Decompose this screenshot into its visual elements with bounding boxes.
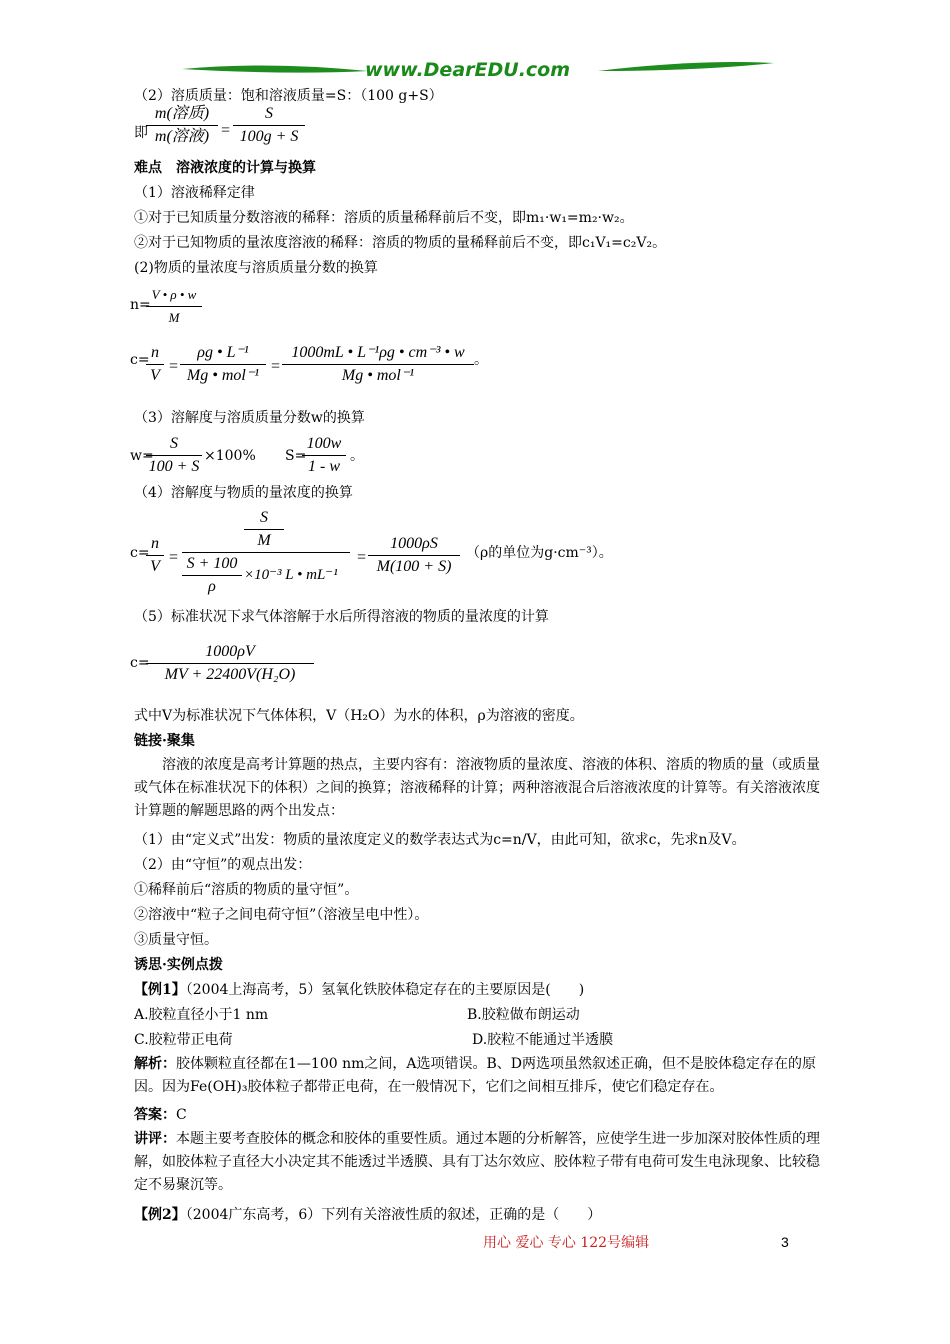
text-line: （2）溶质质量：饱和溶液质量=S：（100 g+S）: [134, 88, 443, 104]
page-number: 3: [781, 1234, 789, 1250]
formula-prefix: n=: [130, 297, 151, 313]
equals-sign: =: [168, 358, 179, 375]
text-line: （2）由“守恒”的观点出发：: [134, 857, 312, 873]
fraction-n: [146, 285, 202, 328]
denominator: MV + 22400V(H₂O): [164, 666, 296, 683]
fraction-c4-result: [368, 534, 460, 577]
fraction-c-nv: [146, 534, 164, 577]
main-fraction-bar: [182, 552, 350, 553]
fraction-S-over-M: [244, 508, 284, 551]
option-d: D.胶粒不能通过半透膜: [472, 1032, 614, 1048]
text-line: ②对于已知物质的量浓度溶液的稀释：溶质的物质的量稀释前后不变，即c₁V₁=c₂V₂。: [134, 235, 667, 251]
option-a: A.胶粒直径小于1 nm: [134, 1007, 269, 1023]
fraction-S100-over-rho: [182, 554, 242, 597]
text-line: （1）由“定义式”出发：物质的量浓度定义的数学表达式为c=n/V，由此可知，欲求c，先求n及V。: [134, 832, 746, 848]
denominator: 1 - w: [308, 458, 340, 475]
text-line: 即: [134, 125, 148, 141]
comment-paragraph: [134, 1128, 820, 1197]
option-b: B.胶粒做布朗运动: [467, 1007, 580, 1023]
numerator: 1000ρS: [390, 535, 438, 552]
analysis-paragraph: [134, 1053, 820, 1099]
section-heading: 难点 溶液浓度的计算与换算: [134, 160, 316, 176]
paragraph: 溶液的浓度是高考计算题的热点，主要内容有：溶液物质的量浓度、溶液的体积、溶质的物质的量（或质量或气体在标准状况下的体积）之间的换算；溶液稀释的计算；两种溶液混合后溶液浓度的计算等。有关溶液浓度计算题的解题思路的两个出发点：: [134, 757, 820, 819]
numerator: m(溶质): [154, 105, 210, 122]
equals-sign: =: [168, 549, 179, 566]
unit-factor: ×10⁻³ L • mL⁻¹: [244, 567, 338, 583]
example-question: （2004上海高考，5）氢氧化铁胶体稳定存在的主要原因是( ): [185, 982, 585, 998]
fraction-mass-ratio: [146, 104, 218, 147]
example-question: （2004广东高考，6）下列有关溶液性质的叙述，正确的是（ ）: [185, 1207, 602, 1223]
denominator: Mg • mol⁻¹: [341, 367, 415, 384]
equals-sign: =: [220, 122, 231, 139]
fraction-c-density: [180, 343, 266, 386]
text-line: （1）溶液稀释定律: [134, 185, 255, 201]
period: 。: [350, 448, 364, 464]
text-line: ①对于已知质量分数溶液的稀释：溶质的质量稀释前后不变，即m₁·w₁=m₂·w₂。: [134, 210, 634, 226]
text-line: ②溶液中“粒子之间电荷守恒”（溶液呈电中性）。: [134, 907, 429, 923]
analysis-text: 胶体颗粒直径都在1—100 nm之间，A选项错误。B、D两选项虽然叙述正确，但不是胶体稳定存在的原因。因为Fe(OH)₃胶体粒子都带正电荷，在一般情况下，它们之间相互排斥，使它们稳定存在。: [134, 1056, 816, 1095]
numerator: n: [151, 344, 159, 361]
numerator: 1000ρV: [205, 643, 255, 660]
numerator: S: [170, 435, 178, 452]
denominator: ρ: [208, 578, 216, 595]
equals-sign: =: [270, 358, 281, 375]
fraction-c-nv: [146, 343, 164, 386]
denominator: V: [150, 558, 160, 575]
numerator: S + 100: [186, 555, 238, 572]
text-line: (2)物质的量浓度与溶质质量分数的换算: [134, 260, 378, 276]
formula-prefix: S=: [285, 448, 307, 464]
text-line: （3）溶解度与溶质质量分数w的换算: [134, 410, 365, 426]
unit-note: （ρ的单位为g·cm⁻³）。: [466, 545, 613, 561]
fraction-c-full: [282, 343, 474, 386]
denominator: 100g + S: [239, 128, 299, 145]
numerator: S: [260, 509, 268, 526]
section-heading: 诱思·实例点拨: [134, 957, 223, 973]
example-line: [134, 1205, 601, 1225]
formula-prefix: w=: [130, 448, 154, 464]
numerator: 100w: [306, 435, 342, 452]
numerator: 1000mL • L⁻¹ρg • cm⁻³ • w: [291, 344, 465, 361]
fraction-c5: [146, 642, 314, 685]
example-line: [134, 980, 584, 1000]
formula-prefix: c=: [130, 655, 150, 671]
footer-text: 用心 爱心 专心 122号编辑: [483, 1235, 650, 1251]
site-logo[interactable]: www.DearEDU.com: [365, 59, 571, 81]
text-line: （5）标准状况下求气体溶解于水后所得溶液的物质的量浓度的计算: [134, 609, 549, 625]
formula-prefix: c=: [130, 545, 150, 561]
denominator: M: [168, 310, 180, 325]
comment-text: 本题主要考查胶体的概念和胶体的重要性质。通过本题的分析解答，应使学生进一步加深对胶体性质的理解，如胶体粒子直径大小决定其不能透过半透膜、具有丁达尔效应、胶体粒子带有电荷可发生电泳现象、比较稳定不易聚沉等。: [134, 1131, 820, 1193]
denominator: Mg • mol⁻¹: [186, 367, 260, 384]
period: 。: [474, 352, 488, 368]
numerator: n: [151, 535, 159, 552]
percent-factor: ×100%: [204, 448, 256, 464]
example-tag: 【例1】: [134, 982, 186, 998]
denominator: M(100 + S): [376, 558, 452, 575]
analysis-tag: 解析：: [134, 1056, 176, 1072]
text-line: ③质量守恒。: [134, 932, 218, 948]
option-c: C.胶粒带正电荷: [134, 1032, 233, 1048]
denominator: M: [257, 532, 271, 549]
answer-value: C: [176, 1107, 187, 1123]
fraction-S: [302, 434, 346, 477]
formula-prefix: c=: [130, 352, 150, 368]
denominator: 100 + S: [148, 458, 200, 475]
comment-tag: 讲评：: [134, 1131, 176, 1147]
text-line: 式中V为标准状况下气体体积，V（H₂O）为水的体积，ρ为溶液的密度。: [134, 708, 584, 724]
fraction-s-ratio: [233, 104, 305, 147]
text-line: （4）溶解度与物质的量浓度的换算: [134, 485, 353, 501]
denominator: V: [150, 367, 160, 384]
fraction-w: [146, 434, 202, 477]
numerator: ρg • L⁻¹: [197, 344, 249, 361]
text-line: ①稀释前后“溶质的物质的量守恒”。: [134, 882, 359, 898]
answer-tag: 答案：: [134, 1107, 176, 1123]
numerator: V • ρ • w: [151, 287, 197, 302]
answer-line: [134, 1105, 187, 1125]
denominator: m(溶液): [154, 128, 210, 145]
section-heading: 链接·聚集: [134, 733, 195, 749]
equals-sign: =: [356, 549, 367, 566]
numerator: S: [265, 105, 273, 122]
example-tag: 【例2】: [134, 1207, 186, 1223]
